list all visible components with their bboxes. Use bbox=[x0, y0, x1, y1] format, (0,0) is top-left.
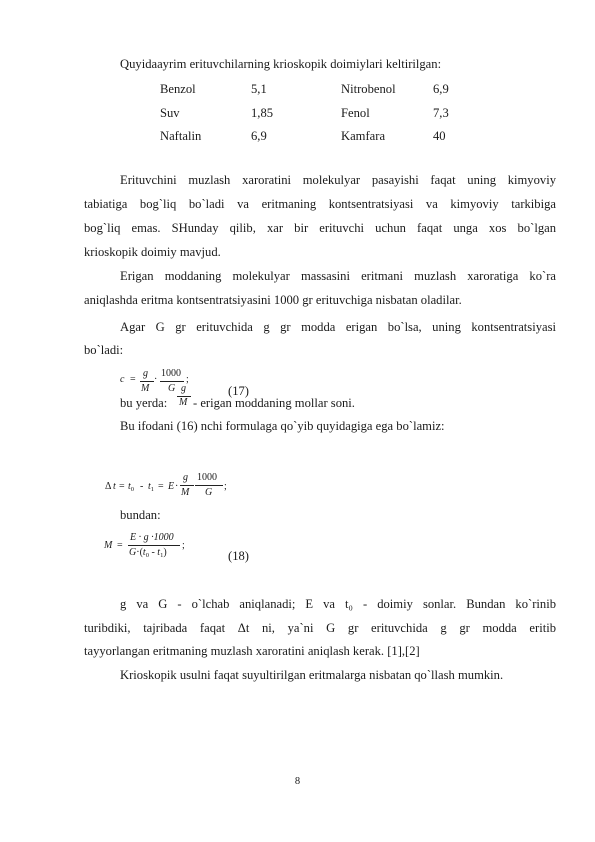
formula-symbol: t bbox=[113, 481, 116, 492]
paragraph-line: tabiatiga bog`liq bo`ladi va eritmaning kontsentratsiyasi va kimyoviy tarkibiga bbox=[84, 197, 556, 211]
formula-symbol: E · g ·1000 bbox=[130, 532, 174, 543]
formula-symbol: ; bbox=[224, 481, 227, 492]
formula-symbol: M bbox=[181, 487, 190, 498]
paragraph-line: Erituvchini muzlash xaroratini molekulyar pasayishi faqat uning kimyoviy bbox=[120, 173, 556, 187]
formula-symbol: G bbox=[168, 383, 176, 394]
paragraph-line: bo`ladi: bbox=[84, 343, 124, 357]
formula-symbol: ; bbox=[186, 374, 189, 385]
paragraph-line: Agar G gr erituvchida g gr modda erigan bo`lsa, uning kontsentratsiyasi bbox=[120, 320, 556, 334]
formula-symbol: g bbox=[181, 383, 186, 394]
paragraph-line: bog`liq emas. SHunday qilib, xar bir erituvchi uchun faqat unga xos bo`lgan bbox=[84, 221, 556, 235]
formula-symbol: G bbox=[205, 487, 213, 498]
intro-text: Quyidaayrim erituvchilarning krioskopik doimiylari keltirilgan: bbox=[120, 57, 442, 71]
equation-number: (18) bbox=[228, 549, 249, 563]
table-cell: Nitrobenol bbox=[341, 82, 396, 96]
table-cell: 5,1 bbox=[251, 82, 267, 96]
table-cell: Naftalin bbox=[160, 129, 202, 143]
formula-symbol: ; bbox=[182, 540, 185, 551]
formula-symbol: c bbox=[120, 374, 125, 385]
formula-symbol: g bbox=[143, 368, 148, 379]
paragraph-line: tayyorlangan eritmaning muzlash xaroratini aniqlash kerak. [1],[2] bbox=[84, 644, 420, 658]
table-cell: 1,85 bbox=[251, 106, 274, 120]
formula-symbol: = bbox=[117, 540, 123, 551]
formula-symbol: $t_1$ bbox=[148, 481, 155, 493]
formula-symbol: = bbox=[119, 481, 125, 492]
page-number: 8 bbox=[294, 776, 301, 787]
formula-symbol: $G\cdot(t_0 - t_1)$ bbox=[129, 547, 167, 559]
paragraph-line: Bu ifodani (16) nchi formulaga qo`yib quyidagiga ega bo`lamiz: bbox=[120, 419, 445, 433]
formula-symbol: M bbox=[179, 397, 188, 408]
table-cell: Benzol bbox=[160, 82, 196, 96]
table-cell: 40 bbox=[433, 129, 446, 143]
paragraph-line: Krioskopik usulni faqat suyultirilgan eritmalarga nisbatan qo`llash mumkin. bbox=[120, 668, 504, 682]
equation-number: (17) bbox=[228, 384, 249, 398]
formula-symbol: g bbox=[183, 472, 188, 483]
formula-symbol: E bbox=[168, 481, 175, 492]
table-cell: Suv bbox=[160, 106, 180, 120]
paragraph-line: g va G - o`lchab aniqlanadi; E va t₀ - doimiy sonlar. Bundan ko`rinib bbox=[120, 597, 556, 611]
formula-symbol: = bbox=[130, 374, 136, 385]
formula-symbol: · bbox=[154, 374, 158, 385]
paragraph-line: aniqlashda eritma kontsentratsiyasini 1000 gr erituvchiga nisbatan oladilar. bbox=[84, 293, 462, 307]
table-cell: 6,9 bbox=[251, 129, 267, 143]
formula-symbol: · bbox=[175, 481, 179, 492]
where-text: - erigan moddaning mollar soni. bbox=[193, 396, 355, 410]
formula-symbol: $t_0$ bbox=[128, 481, 135, 493]
formula-symbol: M bbox=[104, 540, 113, 551]
formula-symbol: 1000 bbox=[197, 472, 217, 483]
formula-symbol: = bbox=[158, 481, 164, 492]
table-cell: Fenol bbox=[341, 106, 370, 120]
formula-symbol: - bbox=[140, 481, 144, 492]
paragraph-line: turibdiki, tajribada faqat Δt ni, ya`ni G gr erituvchida g gr modda eritib bbox=[84, 621, 556, 635]
paragraph-line: krioskopik doimiy mavjud. bbox=[84, 245, 221, 259]
table-cell: Kamfara bbox=[341, 129, 386, 143]
paragraph-line: bundan: bbox=[120, 508, 161, 522]
formula-symbol: 1000 bbox=[161, 368, 181, 379]
paragraph-line: Erigan moddaning molekulyar massasini eritmani muzlash xaroratiga ko`ra bbox=[120, 269, 556, 283]
table-cell: 7,3 bbox=[433, 106, 449, 120]
formula-symbol: Δ bbox=[105, 481, 112, 492]
table-cell: 6,9 bbox=[433, 82, 449, 96]
formula-symbol: M bbox=[141, 383, 150, 394]
where-label: bu yerda: bbox=[120, 396, 168, 410]
